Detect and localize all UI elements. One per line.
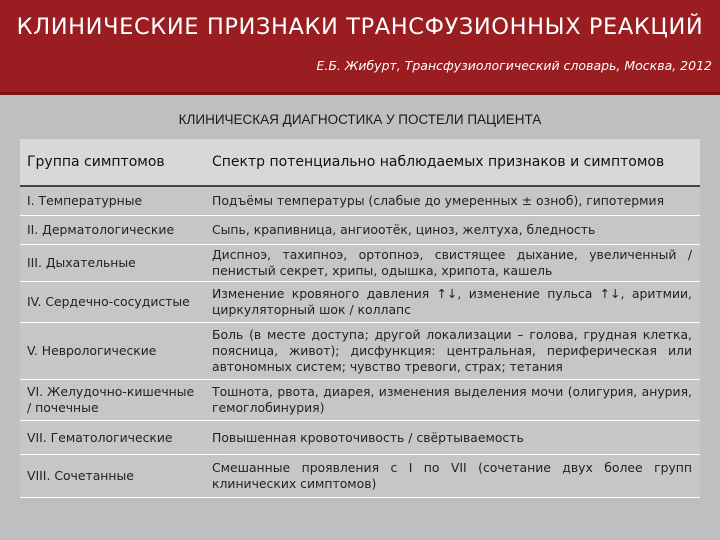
- table-row: [20, 380, 700, 421]
- column-header-symptoms: Спектр потенциально наблюдаемых признаков и симптомов: [205, 139, 700, 186]
- group-cell: VI. Желудочно-кишечные / почечные: [20, 380, 205, 421]
- group-cell: VII. Гематологические: [20, 421, 205, 455]
- page-title: КЛИНИЧЕСКИЕ ПРИЗНАКИ ТРАНСФУЗИОННЫХ РЕАКЦИЙ: [16, 14, 704, 40]
- section-heading: КЛИНИЧЕСКАЯ ДИАГНОСТИКА У ПОСТЕЛИ ПАЦИЕНТА: [178, 112, 542, 127]
- source-citation: Е.Б. Жибурт, Трансфузиологический словарь, Москва, 2012: [316, 58, 712, 73]
- symptoms-table: [20, 139, 700, 498]
- group-cell: III. Дыхательные: [20, 245, 205, 282]
- symptoms-cell: Подъёмы температуры (слабые до умеренных ± озноб), гипотермия: [205, 186, 700, 216]
- symptoms-cell: Смешанные проявления с I по VII (сочетание двух более групп клинических симптомов): [205, 455, 700, 498]
- symptoms-cell: Тошнота, рвота, диарея, изменения выделения мочи (олигурия, анурия, гемоглобинурия): [205, 380, 700, 421]
- table-row: [20, 421, 700, 455]
- table-row: [20, 216, 700, 245]
- group-cell: IV. Сердечно-сосудистые: [20, 282, 205, 323]
- group-cell: II. Дерматологические: [20, 216, 205, 245]
- table-row: [20, 186, 700, 216]
- table-header-row: [20, 139, 700, 186]
- title-banner: [0, 0, 720, 95]
- symptoms-cell: Диспноэ, тахипноэ, ортопноэ, свистящее дыхание, увеличенный / пенистый секрет, хрипы, одышка, хрипота, кашель: [205, 245, 700, 282]
- group-cell: I. Температурные: [20, 186, 205, 216]
- symptoms-cell: Изменение кровяного давления ↑↓, изменение пульса ↑↓, аритмии, циркуляторный шок / коллапс: [205, 282, 700, 323]
- table-row: [20, 323, 700, 380]
- table-row: [20, 245, 700, 282]
- group-cell: V. Неврологические: [20, 323, 205, 380]
- column-header-group: Группа симптомов: [20, 139, 205, 186]
- table-row: [20, 455, 700, 498]
- symptoms-cell: Боль (в месте доступа; другой локализации – голова, грудная клетка, поясница, живот); дисфункция: центральная, периферическая или автономных систем; чувство тревоги, страх; тетания: [205, 323, 700, 380]
- table-row: [20, 282, 700, 323]
- group-cell: VIII. Сочетанные: [20, 455, 205, 498]
- symptoms-cell: Повышенная кровоточивость / свёртываемость: [205, 421, 700, 455]
- symptoms-cell: Сыпь, крапивница, ангиоотёк, циноз, желтуха, бледность: [205, 216, 700, 245]
